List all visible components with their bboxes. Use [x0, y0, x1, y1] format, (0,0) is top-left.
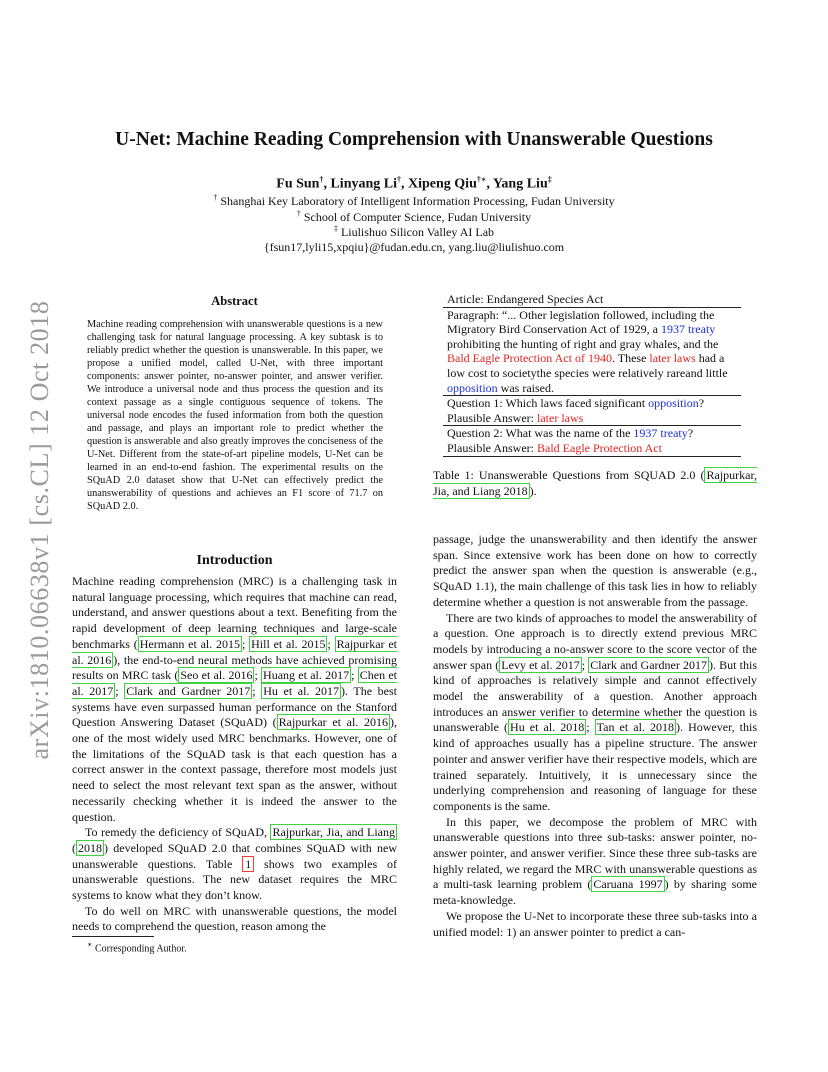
table-caption: Table 1: Unanswerable Questions from SQUAD 2.0 ( Rajpurkar, Jia, and Liang 2018 ). — [433, 468, 757, 498]
left-column-body — [72, 574, 397, 935]
citation-link[interactable]: Hill et al. 2015 — [251, 636, 326, 651]
table-question-cell: Question 1: Which laws faced significant opposition? — [443, 396, 741, 411]
right-column-body — [433, 532, 757, 940]
table-answer-cell: Plausible Answer: later laws — [447, 410, 584, 425]
body-paragraph: There are two kinds of approaches to model the answerability of a question. One approach is to directly extend previous MRC models by introducing a no-answer score to the score vector of the answer span ( Levy et al. 2017 ; Clark and Gardner 2017 ). But this kind of approaches is relatively simple and cannot effectively model the answerability of a question. Another approach introduces an answer verifier to determine whether the question is unanswerable ( Hu et al. 2018 ; Tan et al. 2018 ). However, this kind of approaches usually has a pipeline structure. The answer pointer and answer verifier have their respective models, which are trained separately. Intuitively, it is unnecessary since the underlying comprehension and reasoning of language for these components is the same. — [433, 610, 757, 813]
body-paragraph: To remedy the deficiency of SQuAD, Rajpurkar, Jia, and Liang ( 2018 ) developed SQuAD 2.0 that combines SQuAD with new unanswerable questions. Table 1 shows two examples of unanswerable questions. The new dataset requires the MRC systems to know what they don’t know. — [72, 825, 397, 903]
author-name: Xipeng Qiu — [408, 176, 477, 192]
citation-link[interactable]: Rajpurkar et al. 2016 — [278, 715, 388, 730]
paper-title: U-Net: Machine Reading Comprehension with Unanswerable Questions — [115, 129, 713, 150]
body-paragraph: To do well on MRC with unanswerable questions, the model needs to comprehend the question, reason among the — [72, 903, 397, 934]
citation-link[interactable]: Clark and Gardner 2017 — [126, 683, 251, 698]
citation-link[interactable]: Hu et al. 2018 — [510, 720, 585, 735]
affiliation-line: † School of Computer Science, Fudan University — [296, 209, 532, 224]
section-heading-introduction: Introduction — [196, 553, 273, 568]
abstract-text: Machine reading comprehension with unanswerable questions is a new challenging task for natural language processing. A key subtask is to reliably predict whether the question is unanswerable. In this paper, we propose a unified model, called U-Net, with three important components: answer pointer, no-answer pointer, and answer verifier. We introduce a universal node and thus process the question and its context passage as a single contiguous sequence of tokens. The universal node encodes the fused information from both the question and passage, and plays an important role to predict whether the question is answerable and also greatly improves the conciseness of the U-Net. Different from the state-of-art pipeline models, U-Net can be learned in an end-to-end fashion. The experimental results on the SQuAD 2.0 dataset show that U-Net can effectively predict the unanswerability of questions and achieves an F1 score of 71.7 on SQuAD 2.0. — [87, 319, 383, 512]
footnote: ∗ Corresponding Author. — [87, 940, 187, 955]
table-question-cell: Question 2: What was the name of the 1937 treaty? — [443, 426, 741, 441]
author-name: Fu Sun — [276, 176, 320, 192]
author-emails: {fsun17,lyli15,xpqiu}@fudan.edu.cn, yang.liu@liulishuo.com — [263, 240, 565, 254]
citation-link[interactable]: Hermann et al. 2015 — [139, 636, 241, 651]
body-paragraph: In this paper, we decompose the problem of MRC with unanswerable questions into three sub-tasks: answer pointer, no-answer pointer, and answer verifier. Since these three sub-tasks are highly related, we regard the MRC with unanswerable questions as a multi-task learning problem ( Caruana 1997 ) by sharing some meta-knowledge. — [433, 814, 758, 908]
body-paragraph: Machine reading comprehension (MRC) is a challenging task in natural language processing, which requires that machine can read, understand, and answer questions about a text. Benefiting from the rapid development of deep learning techniques and large-scale benchmarks ( Hermann et al. 2015 ; Hill et al. 2015 ; Rajpurkar et al. 2016 ), the end-to-end neural methods have achieved promising results on MRC task ( Seo et al. 2016 ; Huang et al. 2017 ; Chen et al. 2017 ; Clark and Gardner 2017 ; Hu et al. 2017 ). The best systems have even surpassed human performance on the Stanford Question Answering Dataset (SQuAD) ( Rajpurkar et al. 2016 ), one of the most widely used MRC benchmarks. However, one of the limitations of the SQuAD task is that each question has a correct answer in the context passage, therefore most models just need to select the most relevant text span as the answer, without necessarily checking whether it is indeed the answer to the question. — [72, 574, 397, 824]
body-paragraph: We propose the U-Net to incorporate these three sub-tasks into a unified model: 1) an answer pointer to predict a can- — [433, 908, 757, 939]
example-table — [443, 292, 741, 457]
body-paragraph: passage, judge the unanswerability and then identify the answer span. Since extensive work has been done on how to correctly predict the answer span when the question is answerable (e.g., SQuAD 1.1), the main challenge of this task lies in how to reliably determine whether a question is not answerable from the passage. — [433, 532, 757, 609]
author-name: Yang Liu — [492, 176, 548, 192]
citation-link[interactable]: Rajpurkar, Jia, and Liang 2018 — [433, 468, 757, 498]
footnote-divider — [72, 936, 154, 937]
affiliation-line: ‡ Liulishuo Silicon Valley AI Lab — [333, 224, 495, 239]
citation-link[interactable]: Clark and Gardner 2017 — [590, 657, 708, 672]
citation-link[interactable]: Levy et al. 2017 — [501, 657, 580, 672]
table-answer-cell: Plausible Answer: Bald Eagle Protection Act — [443, 441, 741, 456]
citation-link[interactable]: Huang et al. 2017 — [263, 668, 350, 683]
citation-link[interactable]: Chen et al. 2017 — [72, 668, 397, 698]
citation-link[interactable]: Seo et al. 2016 — [180, 668, 253, 683]
citation-link[interactable]: Hu et al. 2017 — [263, 683, 340, 698]
table-paragraph-cell: Paragraph: “... Other legislation followed, including the Migratory Bird Conservation Act of 1929, a 1937 treaty prohibiting the hunting of right and gray whales, and the Bald Eagle Protection Act of 1940. These later laws had a low cost to societythe species were relatively rareand little opposition was raised. — [443, 307, 741, 396]
author-list: Fu Sun†, Linyang Li†, Xipeng Qiu†∗, Yang Liu‡ — [276, 175, 552, 192]
author-name: Linyang Li — [330, 176, 397, 192]
affiliation-line: † Shanghai Key Laboratory of Intelligent Information Processing, Fudan University — [213, 193, 615, 208]
citation-link[interactable]: Rajpurkar, Jia, and Liang — [272, 825, 395, 840]
citation-link[interactable]: Tan et al. 2018 — [596, 720, 675, 735]
abstract-heading: Abstract — [211, 294, 258, 308]
citation-link[interactable]: Rajpurkar et al. 2016 — [72, 636, 397, 667]
table-reference-link[interactable]: 1 — [242, 856, 254, 872]
citation-link[interactable]: 2018 — [78, 840, 102, 855]
citation-link[interactable]: Caruana 1997 — [593, 877, 663, 892]
arxiv-identifier: arXiv:1810.06638v1 [cs.CL] 12 Oct 2018 — [25, 300, 54, 760]
table-article-cell: Article: Endangered Species Act — [447, 292, 604, 306]
